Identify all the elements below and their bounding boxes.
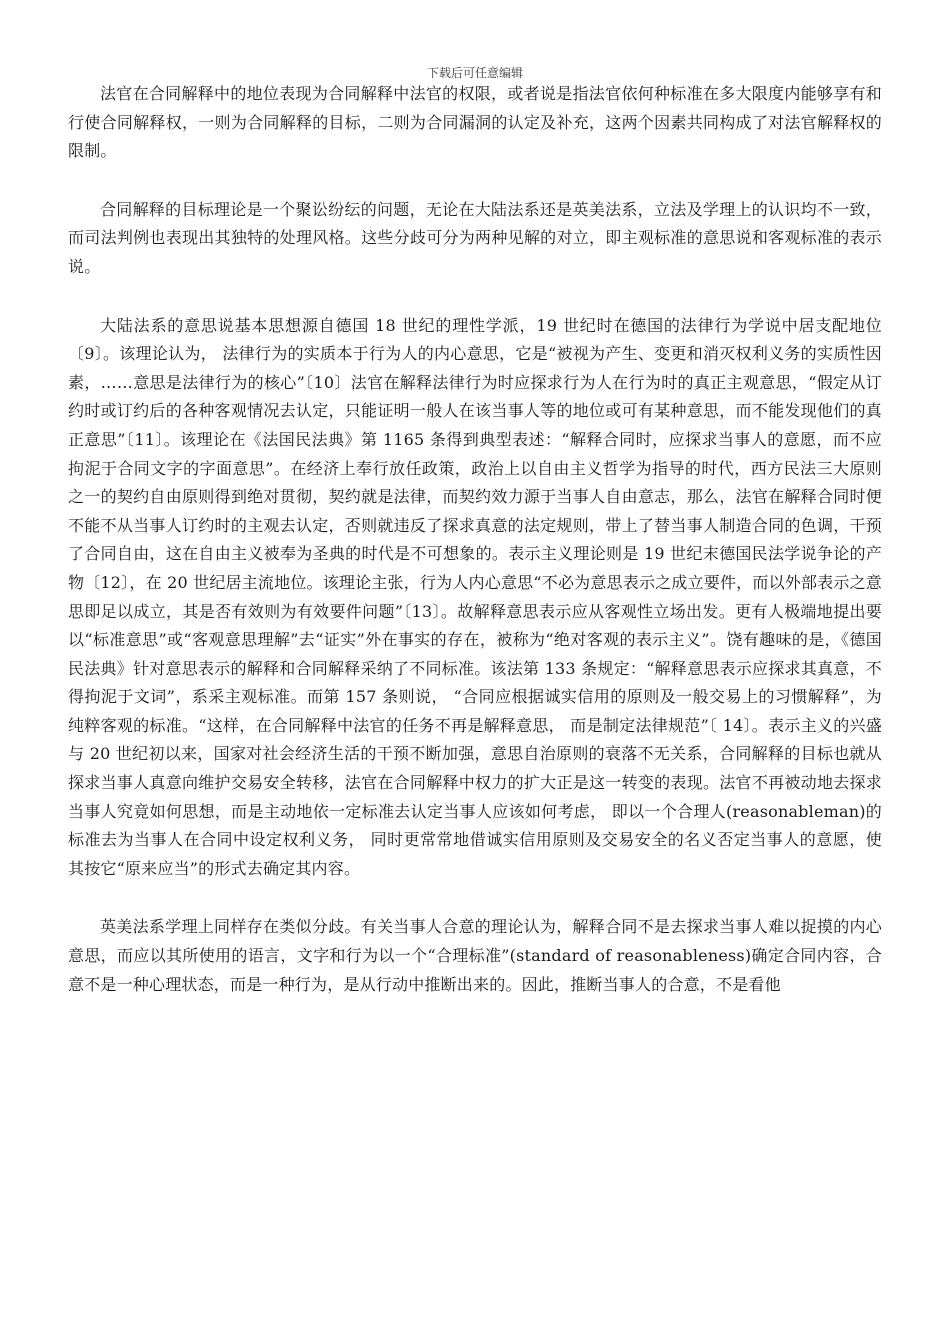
paragraph-2: 合同解释的目标理论是一个聚讼纷纭的问题，无论在大陆法系还是英美法系，立法及学理上的认识均不一致，而司法判例也表现出其独特的处理风格。这些分歧可分为两种见解的对立，即主观标准的意思说和客观标准的表示说。 [68,199,882,276]
document-body [68,80,882,999]
paragraph-3: 大陆法系的意思说基本思想源自德国 18 世纪的理性学派，19 世纪时在德国的法律行为学说中居支配地位〔9〕。该理论认为， 法律行为的实质本于行为人的内心意思，它是“被视为产生、变更和消灭权利义务的实质性因素，……意思是法律行为的核心”〔10〕法官在解释法律行为时应探求行为人在行为时的真正主观意思，“假定从订约时或订约后的各种客观情况去认定，只能证明一般人在该当事人等的地位或可有某种意思，而不能发现他们的真正意思”〔11〕。该理论在《法国民法典》第 1165 条得到典型表述：“解释合同时，应探求当事人的意愿，而不应拘泥于合同文字的字面意思”。在经济上奉行放任政策，政治上以自由主义哲学为指导的时代，西方民法三大原则之一的契约自由原则得到绝对贯彻，契约就是法律，而契约效力源于当事人自由意志，那么，法官在解释合同时便不能不从当事人订约时的主观去认定，否则就违反了探求真意的法定规则，带上了替当事人制造合同的色调，干预了合同自由，这在自由主义被奉为圣典的时代是不可想象的。表示主义理论则是 19 世纪末德国民法学说争论的产物〔12〕，在 20 世纪居主流地位。该理论主张，行为人内心意思“不必为意思表示之成立要件，而以外部表示之意思即足以成立，其是否有效则为有效要件问题”〔13〕。故解释意思表示应从客观性立场出发。更有人极端地提出要以“标准意思”或“客观意思理解”去“证实”外在事实的存在，被称为“绝对客观的表示主义”。饶有趣味的是，《德国民法典》针对意思表示的解释和合同解释采纳了不同标准。该法第 133 条规定：“解释意思表示应探求其真意，不得拘泥于文词”，系采主观标准。而第 157 条则说， “合同应根据诚实信用的原则及一般交易上的习惯解释”，为纯粹客观的标准。“这样，在合同解释中法官的任务不再是解释意思， 而是制定法律规范”〔 14〕。表示主义的兴盛与 20 世纪初以来，国家对社会经济生活的干预不断加强，意思自治原则的衰落不无关系，合同解释的目标也就从探求当事人真意向维护交易安全转移，法官在合同解释中权力的扩大正是这一转变的表现。法官不再被动地去探求当事人究竟如何思想，而是主动地依一定标准去认定当事人应该如何考虑， 即以一个合理人(reasonableman)的标准去为当事人在合同中设定权利义务， 同时更常常地借诚实信用原则及交易安全的名义否定当事人的意愿，使其按它“原来应当”的形式去确定其内容。 [68,315,882,878]
paragraph-4: 英美法系学理上同样存在类似分歧。有关当事人合意的理论认为，解释合同不是去探求当事人难以捉摸的内心意思，而应以其所使用的语言，文字和行为以一个“合理标准”(standard of reasonableness)确定合同内容，合意不是一种心理状态，而是一种行为，是从行动中推断出来的。因此，推断当事人的合意，不是看他 [68,917,882,994]
paragraph-1: 法官在合同解释中的地位表现为合同解释中法官的权限，或者说是指法官依何种标准在多大限度内能够享有和行使合同解释权，一则为合同解释的目标，二则为合同漏洞的认定及补充，这两个因素共同构成了对法官解释权的限制。 [68,84,882,161]
header-note: 下载后可任意编辑 [426,66,523,80]
